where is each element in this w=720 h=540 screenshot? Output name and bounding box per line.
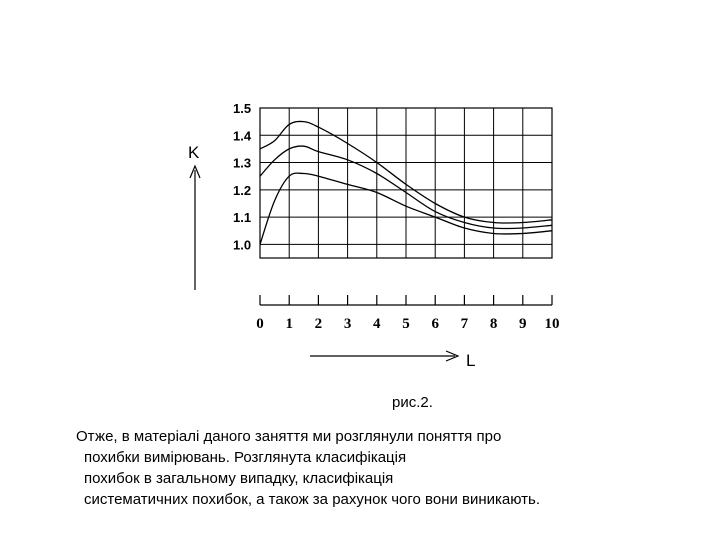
paragraph [76,426,714,510]
y-tick-label: 1.4 [233,128,252,144]
x-tick-label: 3 [343,316,352,332]
paragraph-line: похибки вимірювань. Розглянута класифікація [84,449,407,466]
paragraph-line: Отже, в матеріалі даного заняття ми розглянули поняття про [76,428,502,445]
x-tick-labels [256,316,559,332]
figure-caption: рис.2. [392,394,433,411]
paragraph-line: систематичних похибок, а також за рахунок чого вони виникають. [84,491,541,508]
x-axis [260,295,552,305]
y-axis-label: K [188,143,200,162]
x-tick-label: 1 [285,316,293,332]
y-tick-labels [233,101,252,252]
x-tick-label: 7 [460,316,469,332]
x-tick-label: 4 [373,316,381,332]
x-tick-label: 10 [544,316,560,332]
x-tick-label: 5 [402,316,410,332]
x-tick-label: 2 [314,316,323,332]
paragraph-line: похибок в загальному випадку, класифікація [84,470,394,487]
x-tick-label: 9 [519,316,527,332]
x-tick-label: 0 [256,316,264,332]
x-tick-label: 6 [431,316,439,332]
x-tick-label: 8 [489,316,498,332]
y-tick-label: 1.3 [233,155,252,171]
y-tick-label: 1.0 [233,237,252,253]
y-tick-label: 1.5 [233,101,252,116]
x-axis-label: L [466,351,476,370]
y-tick-label: 1.2 [233,182,252,198]
chart-grid [260,108,552,258]
y-tick-label: 1.1 [233,210,252,226]
